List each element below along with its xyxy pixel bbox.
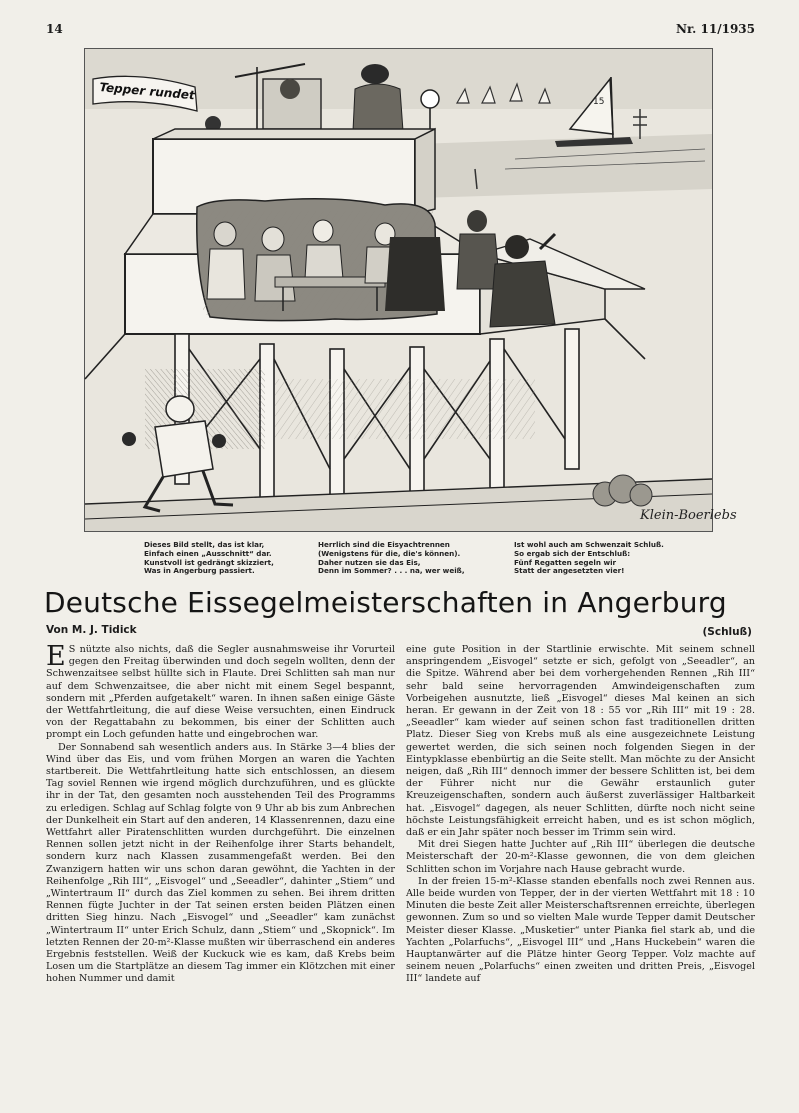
cartoon-drawing xyxy=(85,49,737,531)
paragraph: E S nützte also nichts, daß die Segler ausnahmsweise ihr Vorurteil gegen den Freitag überwinden und doch segeln wollten, denn der Schwenzaitsee selbst hüllte sich in Flaute. Drei Schlitten sah man nur auf dem Schwenzaitsee, die aber nicht mit einem Segel bespannt, sondern mit „Pferden aufgetakelt“ waren. In ihnen saßen einige Gäste der Wettfahrtleitung, die auf diese Weise versuchten, einen Eindruck von der Regattabahn zu bekommen, bis einer der Schlitten auch prompt ein Loch gefunden hatte und eingebrochen war. xyxy=(46,641,395,741)
sail-number: 15 xyxy=(593,97,605,107)
artist-signature: Klein-Boerlebs xyxy=(640,508,737,523)
page-number: 14 xyxy=(46,22,63,36)
drop-cap: E xyxy=(46,641,66,672)
paragraph: eine gute Position in der Startlinie erwischte. Mit seinem schnell anspringendem „Eisvogel“ setzte er sich, gefolgt von „Seeadler“, an die Spitze. Während aber bei dem vorhergehenden Rennen „Rih III“ sehr bald seine hervorragenden Amwindeigenschaften zum Vorbeigehen ausnutzte, ließ „Eisvogel“ dieses Mal keinen an sich heran. Er gewann in der Zeit von 18 : 55 vor „Rih III“ mit 19 : 28. „Seeadler“ kam wieder auf seinen schon fast traditionellen dritten Platz. Dieser Sieg von Krebs muß als eine ausgezeichnete Leistung gewertet werden, die sich seinen noch folgenden Siegen in der Eintypklasse ebenbürtig an die Seite stellt. Man möchte zu der Ansicht neigen, daß „Rih III“ dennoch immer der bessere Schlitten ist, bei dem der Führer nicht nur die Gewähr erstaunlich guter Kreuzeigenschaften, sondern auch äußerst zuverlässiger Haltbarkeit hat. „Eisvogel“ dagegen, als neuer Schlitten, dürfte noch nicht seine höchste Leistungsfähigkeit erreicht haben, und es ist schon möglich, daß er ein Jahr später noch besser im Trimm sein wird. xyxy=(406,644,755,839)
paragraph: Der Sonnabend sah wesentlich anders aus. In Stärke 3—4 blies der Wind über das Eis, und vom frühen Morgen an waren die Yachten startbereit. Die Wettfahrtleitung hatte sich entschlossen, an diesem Tag soviel Rennen wie irgend möglich durchzuführen, und es glückte ihr in der Tat, den gesamten noch ausstehenden Teil des Programms zu erledigen. Schlag auf Schlag folgte von 9 Uhr ab bis zum Anbrechen der Dunkelheit ein Start auf den anderen, 14 Klassenrennen, dazu eine Wettfahrt aller Piratenschlitten wurden durchgeführt. Die einzelnen Rennen sollen jetzt nicht in der Reihenfolge ihrer Starts behandelt, sondern kurz nach Klassen zusammengefaßt werden. Bei den Zwanzigern hatten wir uns schon daran gewöhnt, die Yachten in der Reihenfolge „Rih III“, „Eisvogel“ und „Seeadler“, dahinter „Stiem“ und „Wintertraum II“ durch das Ziel kommen zu sehen. Bei ihrem dritten Rennen fügte Juchter in der Tat seinen ersten beiden Plätzen einen dritten Sieg hinzu. Nach „Eisvogel“ und „Seeadler“ kam zunächst „Wintertraum II“ unter Erich Schulz, dann „Stiem“ und „Skopnick“. Im letzten Rennen der 20-m²-Klasse mußten wir überraschend ein anderes Ergebnis feststellen. Weiß der Kuckuck wie es kam, daß Krebs beim Losen um die Startplätze an diesem Tag immer ein Klötzchen mit einer hohen Nummer und damit xyxy=(46,741,395,985)
cartoon-illustration xyxy=(84,48,737,532)
caption-1: Dieses Bild stellt, das ist klar, Einfach einen „Ausschnitt“ dar. Kunstvoll ist gedrängt skizziert, Was in Angerburg passiert. xyxy=(144,540,274,576)
caption-2: Herrlich sind die Eisyachtrennen (Wenigstens für die, die's können). Daher nutzen sie das Eis, Denn im Sommer? . . . na, wer weiß, xyxy=(318,540,465,576)
article-title: Deutsche Eissegelmeisterschaften in Angerburg xyxy=(44,586,727,619)
article-column-left xyxy=(46,641,395,1104)
svg-text:Tepper rundet: Tepper rundet xyxy=(98,80,196,103)
article-column-right xyxy=(406,644,755,1104)
paragraph: Mit drei Siegen hatte Juchter auf „Rih III“ überlegen die deutsche Meisterschaft der 20-m²-Klasse gewonnen, die von dem gleichen Schlitten schon im Vorjahre nach Hause gebracht wurde. xyxy=(406,839,755,875)
caption-3: Ist wohl auch am Schwenzait Schluß. So ergab sich der Entschluß: Fünf Regatten segeln wir Statt der angesetzten vier! xyxy=(514,540,664,576)
issue-number: Nr. 11/1935 xyxy=(675,22,755,36)
paragraph: In der freien 15-m²-Klasse standen ebenfalls noch zwei Rennen aus. Alle beide wurden von Tepper, der in der vierten Wettfahrt mit 18 : 10 Minuten die beste Zeit aller Meisterschaftsrennen erreichte, überlegen gewonnen. Zum so und so vielten Male wurde Tepper damit Deutscher Meister dieser Klasse. „Musketier“ unter Pianka fiel stark ab, und die Yachten „Polarfuchs“, „Eisvogel III“ und „Hans Huckebein“ waren die Hauptanwärter auf die Plätze hinter Georg Tepper. Volz machte auf seinem neuen „Polarfuchs“ einen zweiten und dritten Preis, „Eisvogel III“ landete auf xyxy=(406,875,755,985)
byline: Von M. J. Tidick xyxy=(46,624,137,636)
article-suffix: (Schluß) xyxy=(702,626,752,638)
